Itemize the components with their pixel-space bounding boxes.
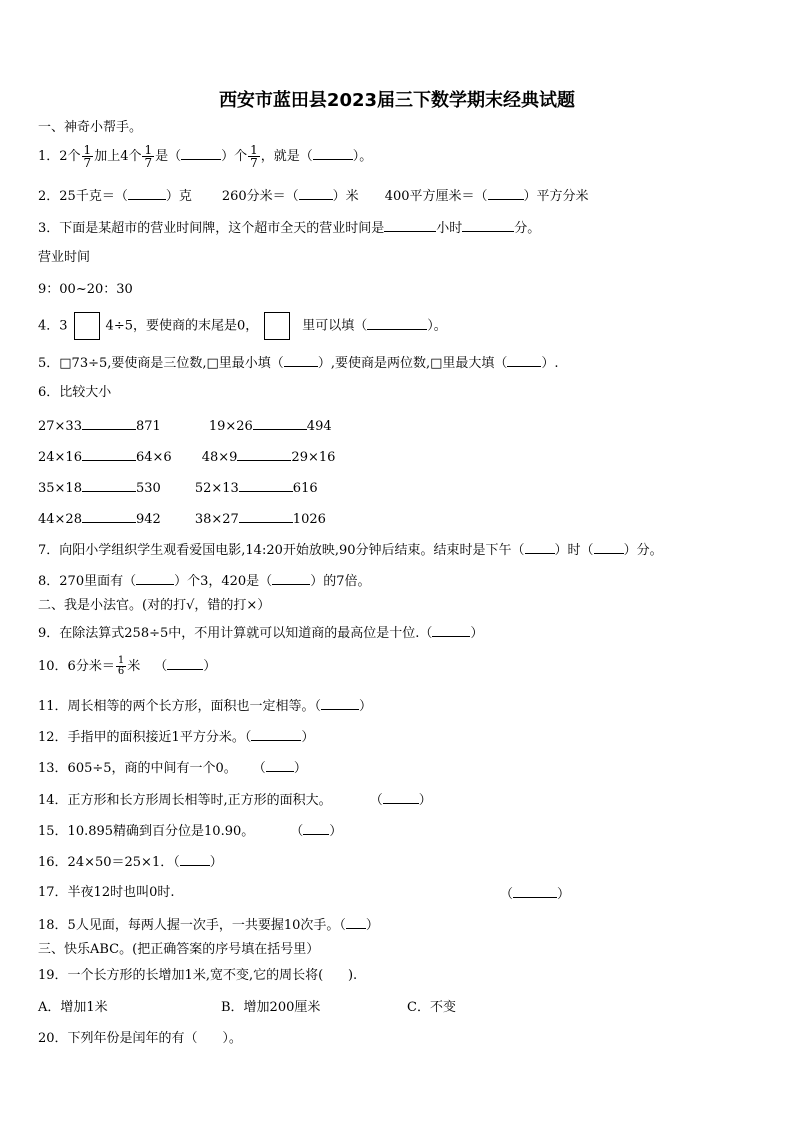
question-17: 17．半夜12时也叫0时.: [38, 885, 175, 900]
fraction-one-seventh: $\frac{1}{7}$: [144, 143, 153, 170]
answer-blank[interactable]: [251, 728, 301, 741]
question-10: 10．6分米＝ $\frac{1}{6}$ 米 （ ）: [38, 655, 217, 677]
answer-blank[interactable]: [367, 317, 427, 330]
compare-row: 24×16 64×6 48×9 29×16: [38, 450, 336, 465]
question-12: 12．手指甲的面积接近1平方分米。（ ）: [38, 730, 315, 745]
section-2-heading: 二、我是小法官。(对的打√，错的打×）: [38, 598, 271, 613]
compare-row: 35×18 530 52×13 616: [38, 481, 318, 496]
section-1-heading: 一、神奇小帮手。: [38, 120, 143, 135]
question-18: 18．5人见面，每两人握一次手，一共要握10次手。（ ）: [38, 918, 379, 933]
question-1: 1．2个 $\frac{1}{7}$ 加上4个 $\frac{1}{7}$ 是（ ）个 $\frac{1}{7}$ ，就是（ ）。: [38, 143, 373, 170]
answer-blank[interactable]: [313, 147, 353, 160]
fraction-one-seventh: $\frac{1}{7}$: [250, 143, 258, 170]
question-19-option-c[interactable]: C．不变: [407, 1000, 456, 1015]
answer-blank[interactable]: [136, 572, 174, 585]
answer-blank[interactable]: [180, 853, 210, 866]
answer-blank[interactable]: [384, 219, 436, 232]
fraction-one-seventh: $\frac{1}{7}$: [83, 143, 92, 170]
question-13: 13．605÷5，商的中间有一个0。 （ ）: [38, 761, 307, 776]
question-7: 7．向阳小学组织学生观看爱国电影,14:20开始放映,90分钟后结束。结束时是下午（ ）时（ ）分。: [38, 543, 663, 558]
question-8: 8．270里面有（ ）个3，420是（ ）的7倍。: [38, 574, 371, 589]
answer-blank[interactable]: [346, 916, 366, 929]
compare-row: 27×33 871 19×26 494: [38, 419, 332, 434]
answer-blank[interactable]: [82, 417, 136, 430]
question-2: 2．25千克＝（ ）克 260分米＝（ ）米 400平方厘米＝（ ）平方分米: [38, 189, 589, 204]
question-11: 11．周长相等的两个长方形，面积也一定相等。（ ）: [38, 699, 373, 714]
question-19-option-a[interactable]: A．增加1米: [38, 1000, 108, 1015]
answer-blank[interactable]: [253, 417, 307, 430]
business-hours-label: 营业时间: [38, 250, 91, 265]
business-hours-value: 9：00~20：30: [38, 282, 133, 297]
fraction-one-sixth: $\frac{1}{6}$: [117, 655, 125, 677]
answer-blank[interactable]: [272, 572, 310, 585]
answer-blank[interactable]: [284, 354, 318, 367]
answer-blank[interactable]: [594, 541, 624, 554]
answer-blank[interactable]: [321, 697, 359, 710]
question-14: 14．正方形和长方形周长相等时,正方形的面积大。 （ ）: [38, 793, 432, 808]
question-17-answer: （ ）: [500, 887, 571, 902]
compare-row: 44×28 942 38×27 1026: [38, 512, 326, 527]
answer-blank[interactable]: [303, 822, 329, 835]
question-4: 4．3 4÷5，要使商的末尾是0， 里可以填（ ）。: [38, 312, 447, 341]
answer-blank[interactable]: [181, 147, 221, 160]
answer-blank[interactable]: [167, 657, 203, 670]
question-9: 9．在除法算式258÷5中，不用计算就可以知道商的最高位是十位.（ ）: [38, 626, 484, 641]
answer-blank[interactable]: [513, 885, 557, 898]
answer-blank[interactable]: [266, 759, 294, 772]
question-5: 5．□73÷5,要使商是三位数,□里最小填（ ）,要使商是两位数,□里最大填（ ）.: [38, 356, 559, 371]
answer-blank[interactable]: [239, 510, 293, 523]
answer-blank[interactable]: [507, 354, 541, 367]
answer-blank[interactable]: [383, 791, 419, 804]
page-title: 西安市蓝田县2023届三下数学期末经典试题: [218, 90, 576, 111]
answer-blank[interactable]: [488, 187, 524, 200]
answer-blank[interactable]: [239, 479, 293, 492]
answer-blank[interactable]: [82, 479, 136, 492]
answer-blank[interactable]: [432, 624, 470, 637]
answer-blank[interactable]: [82, 448, 136, 461]
fill-box[interactable]: [74, 312, 100, 340]
answer-blank[interactable]: [525, 541, 555, 554]
answer-blank[interactable]: [299, 187, 333, 200]
answer-blank[interactable]: [82, 510, 136, 523]
question-19-option-b[interactable]: B．增加200厘米: [221, 1000, 321, 1015]
question-6: 6．比较大小: [38, 385, 112, 400]
fill-box[interactable]: [264, 312, 290, 340]
question-16: 16．24×50＝25×1．（ ）: [38, 855, 223, 870]
answer-blank[interactable]: [128, 187, 166, 200]
question-19: 19．一个长方形的长增加1米,宽不变,它的周长将( ).: [38, 968, 358, 983]
question-3: 3．下面是某超市的营业时间牌，这个超市全天的营业时间是 小时 分。: [38, 221, 541, 236]
section-3-heading: 三、快乐ABC。(把正确答案的序号填在括号里）: [38, 942, 320, 957]
answer-blank[interactable]: [237, 448, 291, 461]
answer-blank[interactable]: [462, 219, 514, 232]
question-20: 20．下列年份是闰年的有（ ）。: [38, 1031, 242, 1046]
question-15: 15．10.895精确到百分位是10.90。 （ ）: [38, 824, 343, 839]
